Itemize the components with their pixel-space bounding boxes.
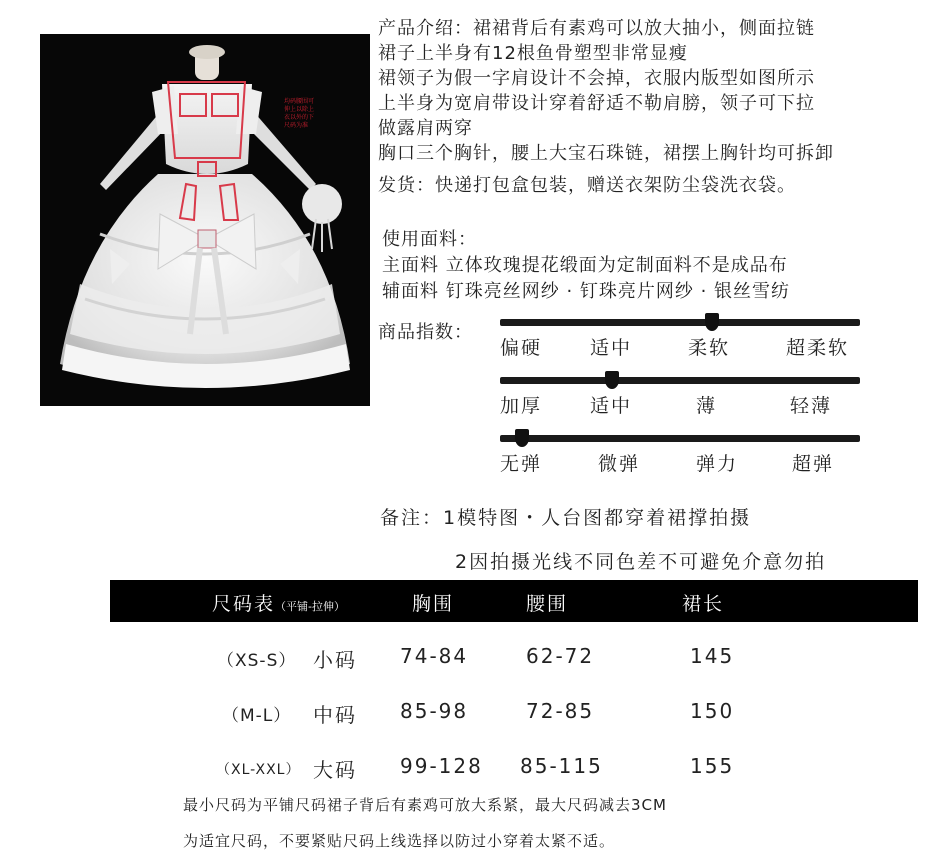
- scale-label: 超弹: [792, 453, 835, 475]
- thickness-scale: [500, 377, 860, 417]
- bust-value: 85-98: [400, 699, 469, 723]
- photo-red-note: 均码腰围可伸上以除上衣以外的下尺码为准: [284, 98, 315, 129]
- scale-label: 适中: [590, 395, 633, 417]
- size-name: 小码: [313, 648, 357, 672]
- bust-value: 99-128: [400, 754, 483, 778]
- scale-bar: [500, 319, 860, 326]
- scale-marker: [705, 313, 719, 331]
- elasticity-scale: [500, 435, 860, 475]
- waist-value: 62-72: [526, 644, 595, 668]
- scale-bar: [500, 377, 860, 384]
- scale-label: 无弹: [500, 453, 543, 475]
- intro-line: 胸口三个胸针，腰上大宝石珠链，裙摆上胸针均可拆卸: [378, 143, 834, 164]
- index-label: 商品指数：: [378, 322, 473, 343]
- table-row: [110, 699, 918, 729]
- table-row: [110, 754, 918, 784]
- scale-label: 偏硬: [500, 337, 543, 359]
- bust-value: 74-84: [400, 644, 469, 668]
- note-line-1: 备注：1模特图・人台图都穿着裙撑拍摄: [380, 507, 752, 529]
- scale-label: 超柔软: [786, 337, 850, 359]
- size-footnote-2: 为适宜尺码，不要紧贴尺码上线选择以防过小穿着太紧不适。: [183, 832, 616, 850]
- product-photo: [40, 34, 370, 406]
- scale-label: 适中: [590, 337, 633, 359]
- intro-line: 上半身为宽肩带设计穿着舒适不勒肩膀，领子可下拉: [378, 93, 815, 114]
- size-footnote-1: 最小尺码为平铺尺码裙子背后有素鸡可放大系紧，最大尺码减去3CM: [183, 796, 667, 814]
- intro-line: 产品介绍：裙裙背后有素鸡可以放大抽小，侧面拉链: [378, 18, 815, 39]
- scale-marker: [605, 371, 619, 389]
- size-name: 大码: [313, 758, 357, 782]
- note-line-2: 2因拍摄光线不同色差不可避免介意勿拍: [455, 551, 827, 573]
- header-size: 尺码表（平铺-拉伸）: [212, 593, 345, 615]
- scale-marker: [515, 429, 529, 447]
- fabric-info: [382, 227, 790, 305]
- waist-value: 72-85: [526, 699, 595, 723]
- intro-line: 做露肩两穿: [378, 118, 473, 139]
- scale-label: 轻薄: [790, 395, 833, 417]
- shipping-info: 发货：快递打包盒包装，赠送衣架防尘袋洗衣袋。: [378, 175, 796, 196]
- intro-line: 裙子上半身有12根鱼骨塑型非常显瘦: [378, 43, 688, 64]
- header-size-sub: （平铺-拉伸）: [275, 600, 345, 613]
- header-length: 裙长: [682, 593, 725, 615]
- size-table-header: [110, 580, 918, 622]
- length-value: 150: [690, 699, 735, 723]
- fabric-main: 主面料 立体玫瑰提花缎面为定制面料不是成品布: [382, 255, 788, 276]
- fabric-title: 使用面料：: [382, 229, 477, 250]
- softness-scale: [500, 319, 860, 359]
- size-code: （XL-XXL）: [216, 762, 301, 778]
- size-code: （M-L）: [222, 706, 292, 726]
- scale-bar: [500, 435, 860, 442]
- scale-label: 弹力: [696, 453, 739, 475]
- length-value: 155: [690, 754, 735, 778]
- table-row: [110, 644, 918, 674]
- intro-line: 裙领子为假一字肩设计不会掉，衣服内版型如图所示: [378, 68, 815, 89]
- product-intro: [378, 16, 943, 198]
- scale-label: 加厚: [500, 395, 543, 417]
- dress-illustration: [40, 34, 370, 406]
- header-waist: 腰围: [526, 593, 569, 615]
- size-name: 中码: [313, 703, 357, 727]
- scale-label: 薄: [696, 395, 718, 417]
- waist-value: 85-115: [520, 754, 603, 778]
- size-code: （XS-S）: [217, 651, 297, 671]
- scale-label: 微弹: [598, 453, 641, 475]
- length-value: 145: [690, 644, 735, 668]
- header-bust: 胸围: [412, 593, 455, 615]
- fabric-aux: 辅面料 钉珠亮丝网纱 · 钉珠亮片网纱 · 银丝雪纺: [382, 281, 791, 302]
- scale-label: 柔软: [688, 337, 731, 359]
